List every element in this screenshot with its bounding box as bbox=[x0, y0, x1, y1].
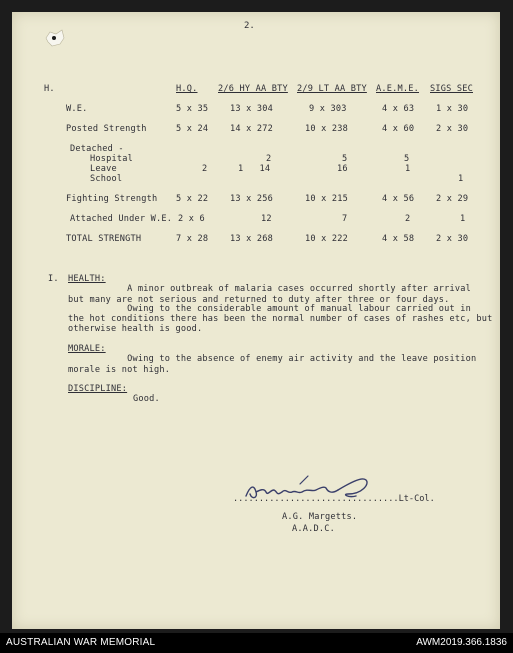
signatory-title: A.A.D.C. bbox=[292, 524, 335, 534]
table-cell: 2 x 29 bbox=[436, 194, 469, 204]
table-cell: 4 x 56 bbox=[382, 194, 415, 204]
table-cell: 9 x 303 bbox=[309, 104, 347, 114]
table-cell: 2 x 30 bbox=[436, 234, 469, 244]
footer-accession-number: AWM2019.366.1836 bbox=[416, 637, 507, 648]
table-cell: 10 x 222 bbox=[305, 234, 348, 244]
detached-label: Detached - bbox=[70, 144, 124, 154]
table-cell: 13 x 256 bbox=[230, 194, 273, 204]
table-cell: 12 bbox=[261, 214, 272, 224]
col-header-aeme: A.E.M.E. bbox=[376, 84, 419, 94]
table-cell: 10 x 238 bbox=[305, 124, 348, 134]
table-cell: 2 bbox=[266, 154, 272, 164]
col-header-sigs-sec: SIGS SEC bbox=[430, 84, 473, 94]
table-cell: 1 bbox=[405, 164, 411, 174]
table-cell: 2 bbox=[405, 214, 411, 224]
table-cell: 1 bbox=[458, 174, 464, 184]
table-cell: 5 x 22 bbox=[176, 194, 209, 204]
morale-line: morale is not high. bbox=[68, 365, 171, 375]
signature-line: ................................Lt-Col. bbox=[233, 494, 435, 504]
row-label-attached-under-we: Attached Under W.E. bbox=[70, 214, 173, 224]
table-cell: 5 x 24 bbox=[176, 124, 209, 134]
detached-leave-label: Leave bbox=[90, 164, 117, 174]
row-label-total-strength: TOTAL STRENGTH bbox=[66, 234, 142, 244]
torn-hole-mark bbox=[40, 26, 70, 50]
detached-hospital-label: Hospital bbox=[90, 154, 133, 164]
table-cell: 4 x 63 bbox=[382, 104, 415, 114]
health-line: Owing to the considerable amount of manual labour carried out in bbox=[68, 304, 472, 314]
col-header-2-9-lt-aa-bty: 2/9 LT AA BTY bbox=[297, 84, 367, 94]
table-cell: 4 x 60 bbox=[382, 124, 415, 134]
table-cell: 2 x 30 bbox=[436, 124, 469, 134]
row-label-fighting-strength: Fighting Strength bbox=[66, 194, 158, 204]
archive-footer bbox=[0, 633, 513, 653]
table-cell: 1 x 30 bbox=[436, 104, 469, 114]
table-cell: 5 x 35 bbox=[176, 104, 209, 114]
health-line: A minor outbreak of malaria cases occurred shortly after arrival bbox=[68, 284, 472, 294]
section-marker: I. bbox=[48, 274, 59, 284]
table-cell: 7 x 28 bbox=[176, 234, 209, 244]
health-line: otherwise health is good. bbox=[68, 324, 203, 334]
morale-heading: MORALE: bbox=[68, 344, 106, 354]
morale-line: Owing to the absence of enemy air activity and the leave position bbox=[68, 354, 477, 364]
signatory-name: A.G. Margetts. bbox=[282, 512, 358, 522]
table-cell: 14 x 272 bbox=[230, 124, 273, 134]
row-label-posted-strength: Posted Strength bbox=[66, 124, 147, 134]
table-cell: 5 bbox=[404, 154, 410, 164]
page-number: 2. bbox=[244, 21, 255, 31]
discipline-text: Good. bbox=[133, 394, 160, 404]
table-cell: 1 bbox=[460, 214, 466, 224]
row-label-we: W.E. bbox=[66, 104, 88, 114]
table-cell: 7 bbox=[342, 214, 348, 224]
col-header-hq: H.Q. bbox=[176, 84, 198, 94]
table-cell: 5 bbox=[342, 154, 348, 164]
health-line: the hot conditions there has been the normal number of cases of rashes etc, but bbox=[68, 314, 493, 324]
table-cell: 13 x 268 bbox=[230, 234, 273, 244]
footer-institution: AUSTRALIAN WAR MEMORIAL bbox=[6, 637, 156, 648]
table-cell: 16 bbox=[337, 164, 348, 174]
table-cell: 2 bbox=[202, 164, 208, 174]
table-cell: 10 x 215 bbox=[305, 194, 348, 204]
health-line: but many are not serious and returned to duty after three or four days. bbox=[68, 295, 450, 305]
table-cell: 13 x 304 bbox=[230, 104, 273, 114]
table-cell: 2 x 6 bbox=[178, 214, 205, 224]
detached-school-label: School bbox=[90, 174, 123, 184]
table-cell: 1 14 bbox=[238, 164, 271, 174]
discipline-heading: DISCIPLINE: bbox=[68, 384, 128, 394]
col-header-2-6-hy-aa-bty: 2/6 HY AA BTY bbox=[218, 84, 288, 94]
health-heading: HEALTH: bbox=[68, 274, 106, 284]
table-cell: 4 x 58 bbox=[382, 234, 415, 244]
section-label: H. bbox=[44, 84, 55, 94]
